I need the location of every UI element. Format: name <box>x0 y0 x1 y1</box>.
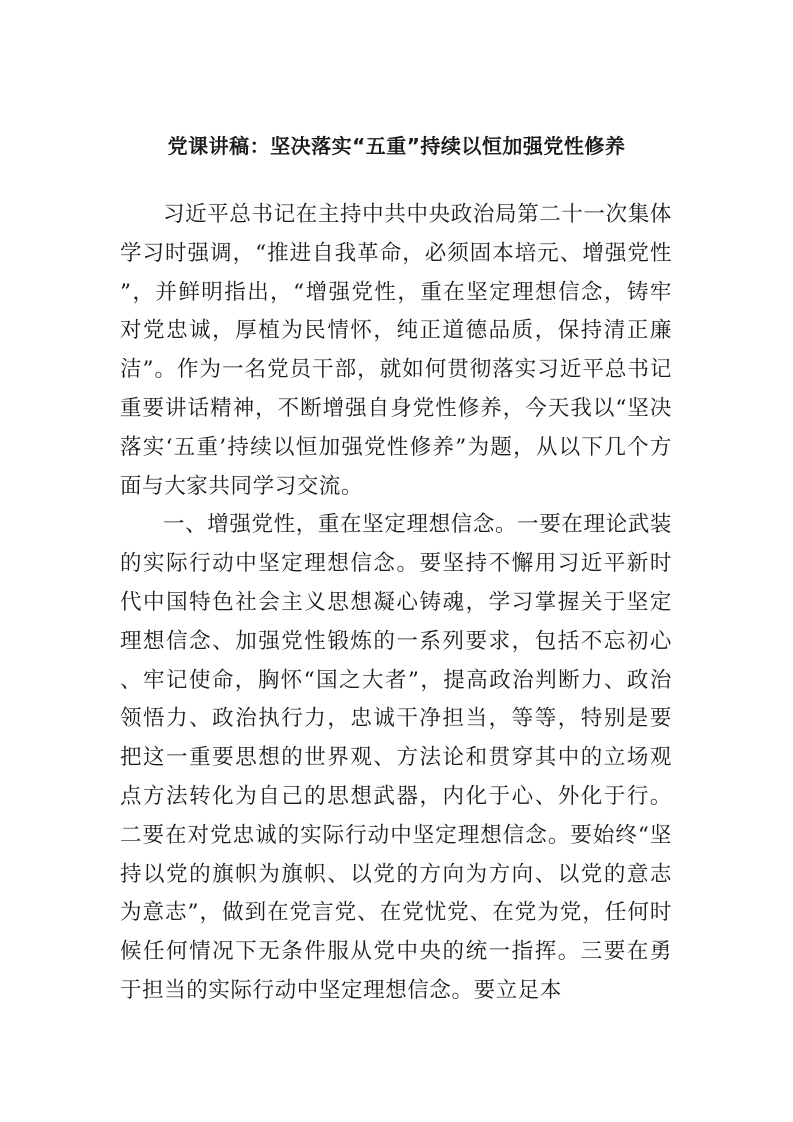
document-title: 党课讲稿：坚决落实“五重”持续以恒加强党性修养 <box>167 134 626 158</box>
body-paragraph-intro: 习近平总书记在主持中共中央政治局第二十一次集体学习时强调，“推进自我革命，必须固本培元、增强党性”，并鲜明指出，“增强党性，重在坚定理想信念，铸牢对党忠诚，厚植为民情怀，纯正道德品质，保持清正廉洁”。作为一名党员干部，就如何贯彻落实习近平总书记重要讲话精神，不断增强自身党性修养，今天我以“坚决落实‘五重’持续以恒加强党性修养”为题，从以下几个方面与大家共同学习交流。 <box>120 202 672 499</box>
document-body <box>120 196 672 1011</box>
body-paragraph-section-one: 一、增强党性，重在坚定理想信念。一要在理论武装的实际行动中坚定理想信念。要坚持不懈用习近平新时代中国特色社会主义思想凝心铸魂，学习掌握关于坚定理想信念、加强党性锻炼的一系列要求，包括不忘初心、牢记使命，胸怀“国之大者”，提高政治判断力、政治领悟力、政治执行力，忠诚干净担当，等等，特别是要把这一重要思想的世界观、方法论和贯穿其中的立场观点方法转化为自己的思想武器，内化于心、外化于行。二要在对党忠诚的实际行动中坚定理想信念。要始终“坚持以党的旗帜为旗帜、以党的方向为方向、以党的意志为意志”，做到在党言党、在党忧党、在党为党，任何时候任何情况下无条件服从党中央的统一指挥。三要在勇于担当的实际行动中坚定理想信念。要立足本 <box>120 512 672 1003</box>
